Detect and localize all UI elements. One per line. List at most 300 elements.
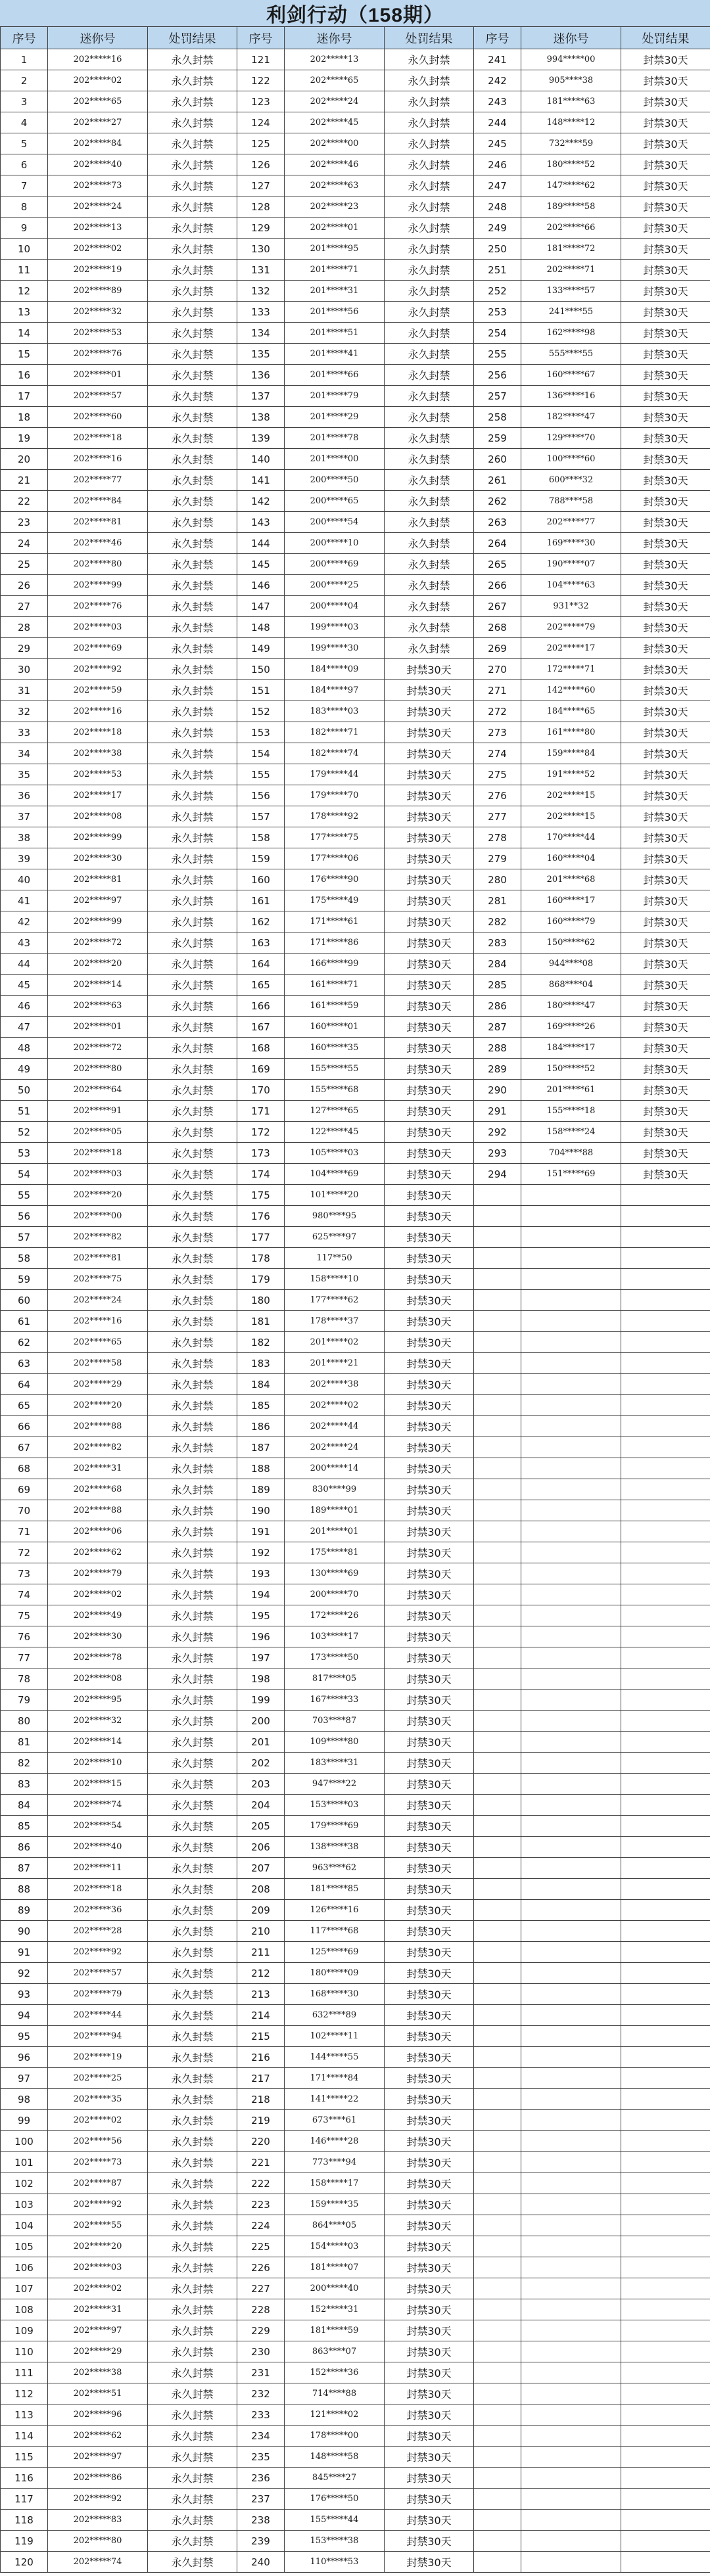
- mini-id-cell: 202*****44: [48, 2005, 148, 2026]
- mini-id-cell: 202*****79: [521, 617, 621, 638]
- penalty-result-cell: [621, 2215, 710, 2236]
- row-number-cell: [474, 2194, 521, 2215]
- mini-id-cell: [521, 2510, 621, 2531]
- table-row: [1, 2531, 710, 2552]
- penalty-result-cell: 永久封禁: [148, 2489, 237, 2510]
- mini-id-cell: [521, 2236, 621, 2257]
- penalty-result-cell: 封禁30天: [385, 1584, 474, 1605]
- mini-id-cell: 202*****80: [48, 2531, 148, 2552]
- penalty-result-cell: 永久封禁: [385, 554, 474, 575]
- mini-id-cell: [521, 1374, 621, 1395]
- mini-id-cell: 714****88: [285, 2383, 385, 2404]
- row-number-cell: [474, 1711, 521, 1732]
- penalty-result-cell: 封禁30天: [385, 932, 474, 954]
- mini-id-cell: 200*****04: [285, 596, 385, 617]
- penalty-result-cell: 永久封禁: [148, 1879, 237, 1900]
- penalty-result-cell: 封禁30天: [385, 2299, 474, 2320]
- penalty-result-cell: 封禁30天: [385, 1542, 474, 1563]
- mini-id-cell: 202*****24: [48, 196, 148, 218]
- table-row: [1, 1269, 710, 1290]
- mini-id-cell: 160*****04: [521, 848, 621, 869]
- penalty-result-cell: 封禁30天: [621, 70, 710, 91]
- mini-id-cell: 202*****62: [48, 2426, 148, 2447]
- row-number-cell: 161: [237, 890, 285, 911]
- row-number-cell: 255: [474, 344, 521, 365]
- penalty-result-cell: 封禁30天: [385, 1521, 474, 1542]
- mini-id-cell: 102*****11: [285, 2026, 385, 2047]
- mini-id-cell: 788****58: [521, 491, 621, 512]
- row-number-cell: 131: [237, 260, 285, 281]
- penalty-result-cell: [621, 2299, 710, 2320]
- header-no: 序号: [474, 27, 521, 49]
- table-row: [1, 996, 710, 1017]
- row-number-cell: 218: [237, 2089, 285, 2110]
- mini-id-cell: 182*****74: [285, 743, 385, 764]
- table-row: [1, 1332, 710, 1353]
- penalty-result-cell: [621, 1837, 710, 1858]
- mini-id-cell: [521, 2110, 621, 2131]
- mini-id-cell: 202*****74: [48, 1795, 148, 1816]
- row-number-cell: [474, 1984, 521, 2005]
- row-number-cell: 252: [474, 281, 521, 302]
- mini-id-cell: 202*****03: [48, 1164, 148, 1185]
- row-number-cell: 275: [474, 764, 521, 785]
- penalty-result-cell: [621, 1563, 710, 1584]
- penalty-result-cell: 封禁30天: [621, 91, 710, 112]
- penalty-result-cell: 封禁30天: [621, 428, 710, 449]
- table-row: [1, 1500, 710, 1521]
- row-number-cell: 95: [1, 2026, 48, 2047]
- penalty-result-cell: 封禁30天: [385, 2447, 474, 2468]
- row-number-cell: 32: [1, 701, 48, 722]
- penalty-result-cell: 封禁30天: [385, 743, 474, 764]
- row-number-cell: 94: [1, 2005, 48, 2026]
- row-number-cell: [474, 2383, 521, 2404]
- penalty-result-cell: 封禁30天: [621, 1017, 710, 1038]
- row-number-cell: 74: [1, 1584, 48, 1605]
- table-row: [1, 827, 710, 848]
- row-number-cell: 37: [1, 806, 48, 827]
- row-number-cell: 175: [237, 1185, 285, 1206]
- penalty-result-cell: 封禁30天: [385, 1690, 474, 1711]
- penalty-result-cell: 永久封禁: [148, 1921, 237, 1942]
- penalty-result-cell: [621, 1795, 710, 1816]
- mini-id-cell: [521, 2489, 621, 2510]
- row-number-cell: 226: [237, 2257, 285, 2278]
- mini-id-cell: 152*****31: [285, 2299, 385, 2320]
- penalty-result-cell: 永久封禁: [148, 2152, 237, 2173]
- mini-id-cell: [521, 1311, 621, 1332]
- mini-id-cell: 171*****84: [285, 2068, 385, 2089]
- row-number-cell: 194: [237, 1584, 285, 1605]
- row-number-cell: 128: [237, 196, 285, 218]
- penalty-result-cell: 封禁30天: [385, 1879, 474, 1900]
- penalty-result-cell: 封禁30天: [385, 2489, 474, 2510]
- penalty-result-cell: [621, 2341, 710, 2362]
- penalty-result-cell: 永久封禁: [148, 1984, 237, 2005]
- mini-id-cell: [521, 2426, 621, 2447]
- row-number-cell: 60: [1, 1290, 48, 1311]
- penalty-result-cell: 封禁30天: [385, 1038, 474, 1059]
- mini-id-cell: 202*****64: [48, 1080, 148, 1101]
- mini-id-cell: 200*****25: [285, 575, 385, 596]
- table-row: [1, 1984, 710, 2005]
- penalty-result-cell: 封禁30天: [385, 1206, 474, 1227]
- mini-id-cell: 177*****75: [285, 827, 385, 848]
- penalty-result-cell: 永久封禁: [148, 1458, 237, 1479]
- row-number-cell: [474, 2089, 521, 2110]
- table-row: [1, 764, 710, 785]
- penalty-result-cell: 永久封禁: [148, 2068, 237, 2089]
- row-number-cell: 18: [1, 407, 48, 428]
- row-number-cell: 104: [1, 2215, 48, 2236]
- row-number-cell: 41: [1, 890, 48, 911]
- mini-id-cell: [521, 1416, 621, 1437]
- row-number-cell: [474, 2257, 521, 2278]
- penalty-result-cell: 永久封禁: [385, 196, 474, 218]
- penalty-result-cell: 永久封禁: [385, 470, 474, 491]
- row-number-cell: 85: [1, 1816, 48, 1837]
- mini-id-cell: 202*****73: [48, 2152, 148, 2173]
- penalty-result-cell: 封禁30天: [621, 701, 710, 722]
- penalty-result-cell: [621, 1437, 710, 1458]
- mini-id-cell: 202*****92: [48, 1942, 148, 1963]
- penalty-result-cell: 封禁30天: [621, 554, 710, 575]
- mini-id-cell: 176*****50: [285, 2489, 385, 2510]
- mini-id-cell: 202*****29: [48, 1374, 148, 1395]
- penalty-result-cell: 永久封禁: [148, 1311, 237, 1332]
- row-number-cell: 222: [237, 2173, 285, 2194]
- mini-id-cell: 147*****62: [521, 175, 621, 196]
- penalty-result-cell: 封禁30天: [385, 1101, 474, 1122]
- table-row: [1, 2173, 710, 2194]
- penalty-result-cell: 永久封禁: [148, 2552, 237, 2573]
- mini-id-cell: 202*****58: [48, 1353, 148, 1374]
- row-number-cell: 73: [1, 1563, 48, 1584]
- table-row: [1, 1080, 710, 1101]
- header-no: 序号: [237, 27, 285, 49]
- penalty-result-cell: 永久封禁: [148, 2236, 237, 2257]
- penalty-result-cell: 封禁30天: [385, 2510, 474, 2531]
- row-number-cell: [474, 1605, 521, 1626]
- penalty-result-cell: [621, 1458, 710, 1479]
- mini-id-cell: 201*****66: [285, 365, 385, 386]
- row-number-cell: 162: [237, 911, 285, 932]
- row-number-cell: 70: [1, 1500, 48, 1521]
- mini-id-cell: [521, 2278, 621, 2299]
- penalty-result-cell: 永久封禁: [148, 1164, 237, 1185]
- penalty-result-cell: 永久封禁: [148, 2468, 237, 2489]
- penalty-result-cell: 封禁30天: [385, 1122, 474, 1143]
- row-number-cell: 291: [474, 1101, 521, 1122]
- penalty-result-cell: 永久封禁: [148, 407, 237, 428]
- table-row: [1, 596, 710, 617]
- row-number-cell: 261: [474, 470, 521, 491]
- penalty-result-cell: 永久封禁: [148, 764, 237, 785]
- row-number-cell: 282: [474, 911, 521, 932]
- penalty-result-cell: 永久封禁: [148, 722, 237, 743]
- mini-id-cell: 202*****32: [48, 302, 148, 323]
- row-number-cell: 2: [1, 70, 48, 91]
- table-row: [1, 2426, 710, 2447]
- mini-id-cell: 202*****16: [48, 449, 148, 470]
- table-row: [1, 1038, 710, 1059]
- penalty-result-cell: 封禁30天: [385, 2236, 474, 2257]
- mini-id-cell: 202*****55: [48, 2215, 148, 2236]
- penalty-result-cell: [621, 2489, 710, 2510]
- mini-id-cell: 202*****03: [48, 2257, 148, 2278]
- mini-id-cell: 178*****37: [285, 1311, 385, 1332]
- row-number-cell: 19: [1, 428, 48, 449]
- penalty-result-cell: 永久封禁: [148, 2426, 237, 2447]
- penalty-result-cell: 永久封禁: [148, 428, 237, 449]
- row-number-cell: 36: [1, 785, 48, 806]
- table-row: [1, 281, 710, 302]
- row-number-cell: 289: [474, 1059, 521, 1080]
- penalty-result-cell: 永久封禁: [148, 890, 237, 911]
- mini-id-cell: 202*****74: [48, 2552, 148, 2573]
- penalty-result-cell: 永久封禁: [148, 1690, 237, 1711]
- row-number-cell: 107: [1, 2278, 48, 2299]
- mini-id-cell: 202*****03: [48, 617, 148, 638]
- row-number-cell: 112: [1, 2383, 48, 2404]
- row-number-cell: 145: [237, 554, 285, 575]
- penalty-result-cell: 封禁30天: [385, 1605, 474, 1626]
- row-number-cell: 237: [237, 2489, 285, 2510]
- penalty-result-cell: 封禁30天: [385, 1984, 474, 2005]
- mini-id-cell: [521, 2404, 621, 2426]
- penalty-result-cell: 永久封禁: [148, 2131, 237, 2152]
- row-number-cell: 42: [1, 911, 48, 932]
- penalty-result-cell: 封禁30天: [385, 2257, 474, 2278]
- mini-id-cell: [521, 1837, 621, 1858]
- row-number-cell: [474, 1647, 521, 1668]
- row-number-cell: 21: [1, 470, 48, 491]
- row-number-cell: [474, 1521, 521, 1542]
- mini-id-cell: 154*****03: [285, 2236, 385, 2257]
- mini-id-cell: [521, 1437, 621, 1458]
- mini-id-cell: 158*****10: [285, 1269, 385, 1290]
- mini-id-cell: 241****55: [521, 302, 621, 323]
- mini-id-cell: 141*****22: [285, 2089, 385, 2110]
- mini-id-cell: 200*****69: [285, 554, 385, 575]
- penalty-result-cell: 永久封禁: [148, 2026, 237, 2047]
- table-row: [1, 2047, 710, 2068]
- row-number-cell: [474, 2173, 521, 2194]
- penalty-result-cell: 封禁30天: [621, 491, 710, 512]
- row-number-cell: 248: [474, 196, 521, 218]
- penalty-result-cell: 永久封禁: [148, 1521, 237, 1542]
- table-row: [1, 806, 710, 827]
- row-number-cell: 198: [237, 1668, 285, 1690]
- penalty-result-cell: 封禁30天: [385, 869, 474, 890]
- penalty-result-cell: 永久封禁: [148, 1122, 237, 1143]
- mini-id-cell: 121*****02: [285, 2404, 385, 2426]
- row-number-cell: 214: [237, 2005, 285, 2026]
- penalty-result-cell: 永久封禁: [148, 1206, 237, 1227]
- penalty-result-cell: 永久封禁: [148, 2404, 237, 2426]
- mini-id-cell: 201*****78: [285, 428, 385, 449]
- row-number-cell: 136: [237, 365, 285, 386]
- row-number-cell: 3: [1, 91, 48, 112]
- table-row: [1, 323, 710, 344]
- row-number-cell: [474, 1942, 521, 1963]
- row-number-cell: 1: [1, 49, 48, 70]
- row-number-cell: 148: [237, 617, 285, 638]
- mini-id-cell: 104*****63: [521, 575, 621, 596]
- penalty-result-cell: [621, 1963, 710, 1984]
- row-number-cell: 180: [237, 1290, 285, 1311]
- table-row: [1, 1900, 710, 1921]
- mini-id-cell: 181*****72: [521, 239, 621, 260]
- penalty-result-cell: 永久封禁: [385, 260, 474, 281]
- penalty-result-cell: [621, 2531, 710, 2552]
- row-number-cell: 170: [237, 1080, 285, 1101]
- row-number-cell: 34: [1, 743, 48, 764]
- mini-id-cell: 202*****24: [285, 1437, 385, 1458]
- row-number-cell: 185: [237, 1395, 285, 1416]
- row-number-cell: 23: [1, 512, 48, 533]
- penalty-result-cell: 永久封禁: [148, 1332, 237, 1353]
- mini-id-cell: 202*****45: [285, 112, 385, 133]
- penalty-result-cell: 永久封禁: [148, 1185, 237, 1206]
- row-number-cell: 8: [1, 196, 48, 218]
- row-number-cell: 114: [1, 2426, 48, 2447]
- row-number-cell: 205: [237, 1816, 285, 1837]
- penalty-result-cell: 永久封禁: [148, 659, 237, 680]
- row-number-cell: 232: [237, 2383, 285, 2404]
- mini-id-cell: 202*****35: [48, 2089, 148, 2110]
- mini-id-cell: 182*****71: [285, 722, 385, 743]
- penalty-result-cell: 永久封禁: [148, 996, 237, 1017]
- row-number-cell: 89: [1, 1900, 48, 1921]
- mini-id-cell: [521, 1521, 621, 1542]
- penalty-result-cell: 永久封禁: [148, 2278, 237, 2299]
- row-number-cell: 256: [474, 365, 521, 386]
- mini-id-cell: 142*****60: [521, 680, 621, 701]
- penalty-result-cell: 永久封禁: [148, 1563, 237, 1584]
- mini-id-cell: 202*****99: [48, 911, 148, 932]
- row-number-cell: 190: [237, 1500, 285, 1521]
- mini-id-cell: 632****89: [285, 2005, 385, 2026]
- penalty-result-cell: 封禁30天: [621, 470, 710, 491]
- table-row: [1, 2404, 710, 2426]
- mini-id-cell: 202*****53: [48, 764, 148, 785]
- penalty-result-cell: 封禁30天: [621, 827, 710, 848]
- penalty-table: [0, 26, 710, 2573]
- penalty-result-cell: 封禁30天: [385, 764, 474, 785]
- mini-id-cell: 183*****31: [285, 1753, 385, 1774]
- mini-id-cell: [521, 1690, 621, 1711]
- mini-id-cell: 201*****79: [285, 386, 385, 407]
- row-number-cell: 204: [237, 1795, 285, 1816]
- mini-id-cell: 155*****44: [285, 2510, 385, 2531]
- mini-id-cell: [521, 1227, 621, 1248]
- mini-id-cell: 180*****09: [285, 1963, 385, 1984]
- row-number-cell: 217: [237, 2068, 285, 2089]
- penalty-result-cell: 封禁30天: [385, 2362, 474, 2383]
- row-number-cell: 158: [237, 827, 285, 848]
- mini-id-cell: [521, 1185, 621, 1206]
- penalty-result-cell: [621, 1816, 710, 1837]
- penalty-result-cell: 永久封禁: [385, 638, 474, 659]
- mini-id-cell: 125*****69: [285, 1942, 385, 1963]
- mini-id-cell: 182*****47: [521, 407, 621, 428]
- mini-id-cell: 202*****02: [48, 70, 148, 91]
- mini-id-cell: [521, 2552, 621, 2573]
- mini-id-cell: [521, 1479, 621, 1500]
- penalty-result-cell: 封禁30天: [385, 1437, 474, 1458]
- penalty-result-cell: 永久封禁: [148, 1059, 237, 1080]
- row-number-cell: 188: [237, 1458, 285, 1479]
- table-row: [1, 1542, 710, 1563]
- mini-id-cell: 905****38: [521, 70, 621, 91]
- penalty-result-cell: 永久封禁: [385, 218, 474, 239]
- mini-id-cell: [521, 2299, 621, 2320]
- penalty-result-cell: 封禁30天: [621, 1122, 710, 1143]
- row-number-cell: 57: [1, 1227, 48, 1248]
- header-result: 处罚结果: [148, 27, 237, 49]
- row-number-cell: 119: [1, 2531, 48, 2552]
- penalty-result-cell: 永久封禁: [385, 239, 474, 260]
- row-number-cell: 45: [1, 975, 48, 996]
- header-mini-id: 迷你号: [521, 27, 621, 49]
- mini-id-cell: 190*****07: [521, 554, 621, 575]
- penalty-result-cell: 永久封禁: [148, 70, 237, 91]
- row-number-cell: 284: [474, 954, 521, 975]
- penalty-result-cell: [621, 1395, 710, 1416]
- mini-id-cell: [521, 1858, 621, 1879]
- penalty-result-cell: 永久封禁: [148, 2341, 237, 2362]
- row-number-cell: [474, 2047, 521, 2068]
- row-number-cell: 144: [237, 533, 285, 554]
- mini-id-cell: 202*****92: [48, 2489, 148, 2510]
- row-number-cell: 7: [1, 175, 48, 196]
- row-number-cell: 159: [237, 848, 285, 869]
- penalty-result-cell: 永久封禁: [148, 827, 237, 848]
- row-number-cell: 35: [1, 764, 48, 785]
- penalty-result-cell: 永久封禁: [148, 1017, 237, 1038]
- table-row: [1, 365, 710, 386]
- row-number-cell: 11: [1, 260, 48, 281]
- mini-id-cell: 160*****01: [285, 1017, 385, 1038]
- mini-id-cell: [521, 1395, 621, 1416]
- table-row: [1, 1143, 710, 1164]
- row-number-cell: [474, 2152, 521, 2173]
- mini-id-cell: 166*****99: [285, 954, 385, 975]
- row-number-cell: 106: [1, 2257, 48, 2278]
- penalty-result-cell: 永久封禁: [148, 2110, 237, 2131]
- penalty-result-cell: 永久封禁: [148, 575, 237, 596]
- penalty-result-cell: 封禁30天: [621, 596, 710, 617]
- mini-id-cell: 773****94: [285, 2152, 385, 2173]
- penalty-result-cell: 封禁30天: [385, 1059, 474, 1080]
- penalty-result-cell: [621, 1711, 710, 1732]
- mini-id-cell: 868****04: [521, 975, 621, 996]
- table-row: [1, 2026, 710, 2047]
- mini-id-cell: [521, 2152, 621, 2173]
- penalty-result-cell: 封禁30天: [621, 260, 710, 281]
- mini-id-cell: 202*****16: [48, 1311, 148, 1332]
- penalty-result-cell: 永久封禁: [148, 1668, 237, 1690]
- penalty-result-cell: 封禁30天: [385, 2026, 474, 2047]
- table-row: [1, 1521, 710, 1542]
- penalty-result-cell: 永久封禁: [148, 975, 237, 996]
- penalty-result-cell: 封禁30天: [385, 975, 474, 996]
- mini-id-cell: 202*****99: [48, 575, 148, 596]
- penalty-result-cell: [621, 2026, 710, 2047]
- penalty-result-cell: 永久封禁: [148, 1858, 237, 1879]
